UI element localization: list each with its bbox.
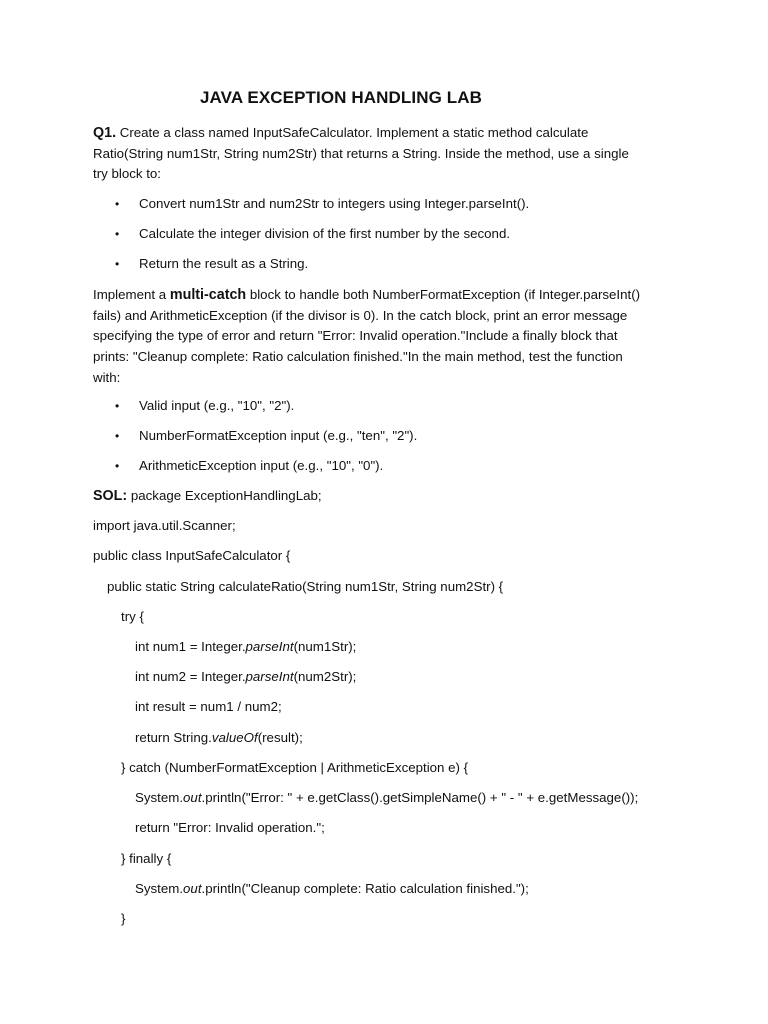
q1-bullet-3 xyxy=(115,256,308,271)
code-method: parseInt xyxy=(245,639,294,654)
code-text: int num2 = Integer. xyxy=(135,669,246,684)
code-field: out xyxy=(183,790,202,805)
code-num1 xyxy=(135,639,356,654)
code-import: import java.util.Scanner; xyxy=(93,518,236,533)
bullet-icon: • xyxy=(115,197,120,211)
code-result: int result = num1 / num2; xyxy=(135,699,282,714)
implement-line5: with: xyxy=(93,369,121,385)
code-finally: } finally { xyxy=(121,851,172,866)
code-text: return String. xyxy=(135,730,212,745)
implement-line2: fails) and ArithmeticException (if the divisor is 0). In the catch block, print an error message xyxy=(93,307,628,323)
multi-catch-term: multi-catch xyxy=(169,287,247,303)
code-text: System. xyxy=(135,790,184,805)
code-print-error xyxy=(135,790,638,805)
code-text: .println("Cleanup complete: Ratio calculation finished."); xyxy=(201,881,529,896)
bullet-icon: • xyxy=(115,459,120,473)
sol-line xyxy=(93,488,322,504)
code-text: (num2Str); xyxy=(293,669,357,684)
bullet-icon: • xyxy=(115,227,120,241)
implement-prefix: Implement a xyxy=(93,287,170,302)
q1-bullet-1 xyxy=(115,196,529,211)
test-bullet-1 xyxy=(115,398,294,413)
code-text: int num1 = Integer. xyxy=(135,639,246,654)
code-method: valueOf xyxy=(211,730,258,745)
code-text: System. xyxy=(135,881,184,896)
code-return-error: return "Error: Invalid operation."; xyxy=(135,820,325,835)
q1-text-line2: Ratio(String num1Str, String num2Str) that returns a String. Inside the method, use a single xyxy=(93,145,629,161)
bullet-text: Valid input (e.g., "10", "2"). xyxy=(139,398,295,413)
code-text: .println("Error: " + e.getClass().getSimpleName() + " - " + e.getMessage()); xyxy=(201,790,639,805)
code-text: (result); xyxy=(257,730,303,745)
implement-paragraph xyxy=(93,285,683,389)
code-class-decl: public class InputSafeCalculator { xyxy=(93,548,291,563)
code-catch: } catch (NumberFormatException | ArithmeticException e) { xyxy=(121,760,469,775)
q1-text-line1: Create a class named InputSafeCalculator. Implement a static method calculate xyxy=(116,125,589,140)
code-return xyxy=(135,730,303,745)
q1-label: Q1. xyxy=(93,125,117,141)
bullet-text: Return the result as a String. xyxy=(139,256,309,271)
bullet-icon: • xyxy=(115,429,120,443)
bullet-text: NumberFormatException input (e.g., "ten", "2"). xyxy=(139,428,418,443)
q1-text-line3: try block to: xyxy=(93,166,161,182)
bullet-icon: • xyxy=(115,257,120,271)
code-num2 xyxy=(135,669,356,684)
q1-bullet-2 xyxy=(115,226,510,241)
sol-package: package ExceptionHandlingLab; xyxy=(127,488,322,503)
code-close-brace: } xyxy=(121,911,126,926)
code-field: out xyxy=(183,881,202,896)
sol-label: SOL: xyxy=(93,488,128,504)
code-try: try { xyxy=(121,609,144,624)
implement-line4: prints: "Cleanup complete: Ratio calculation finished."In the main method, test the function xyxy=(93,349,623,365)
code-print-cleanup xyxy=(135,881,529,896)
test-bullet-3 xyxy=(115,458,383,473)
bullet-text: ArithmeticException input (e.g., "10", "0"). xyxy=(139,458,384,473)
implement-line3: specifying the type of error and return "Error: Invalid operation."Include a finally block that xyxy=(93,328,618,344)
bullet-icon: • xyxy=(115,399,120,413)
implement-line1-rest: block to handle both NumberFormatException (if Integer.parseInt() xyxy=(246,287,641,302)
code-method: parseInt xyxy=(245,669,294,684)
code-text: (num1Str); xyxy=(293,639,357,654)
test-bullet-2 xyxy=(115,428,417,443)
bullet-text: Convert num1Str and num2Str to integers using Integer.parseInt(). xyxy=(139,196,530,211)
bullet-text: Calculate the integer division of the first number by the second. xyxy=(139,226,511,241)
document-title: JAVA EXCEPTION HANDLING LAB xyxy=(200,88,482,107)
code-method-decl: public static String calculateRatio(String num1Str, String num2Str) { xyxy=(107,579,504,594)
q1-paragraph xyxy=(93,123,683,185)
